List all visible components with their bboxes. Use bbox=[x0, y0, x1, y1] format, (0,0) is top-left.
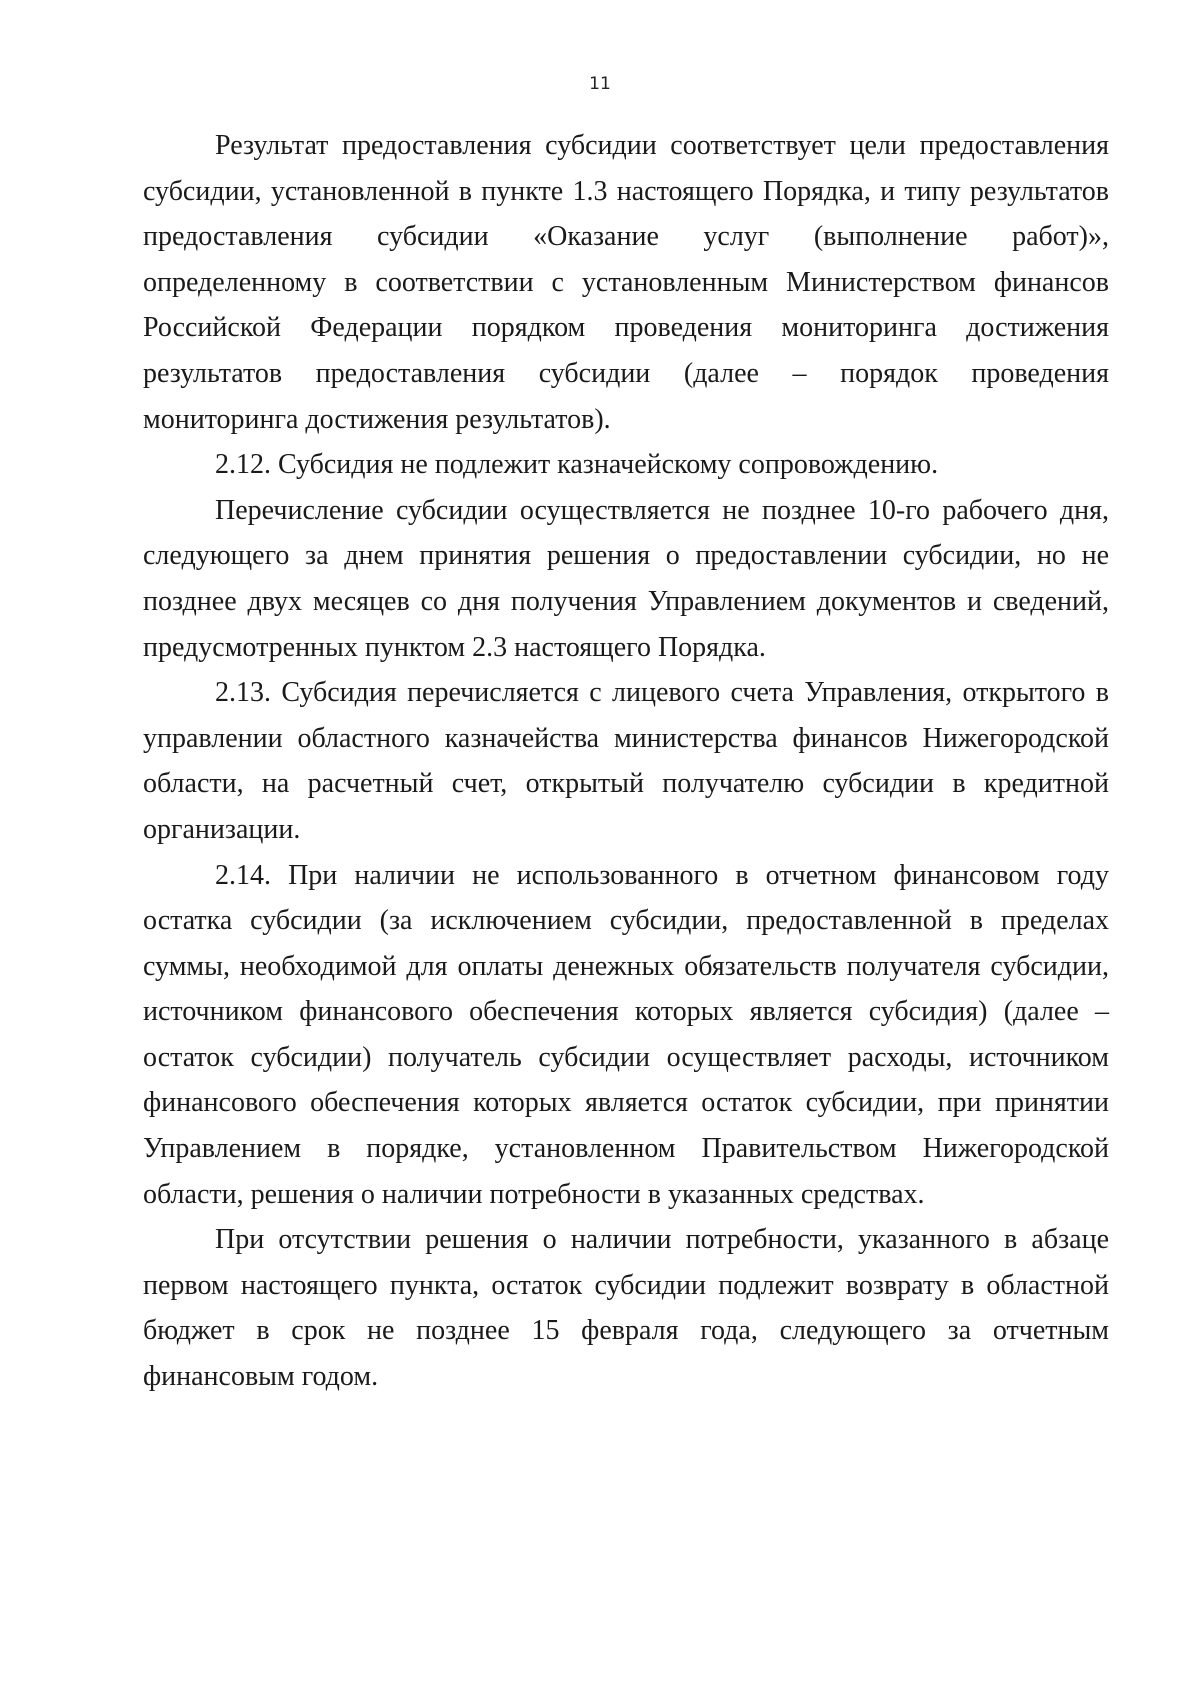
paragraph-transfer-terms: Перечисление субсидии осуществляется не позднее 10-го рабочего дня, следующего за днем принятия решения о предоставлении субсидии, но не позднее двух месяцев со дня получения Управлением документов и сведений, предусмотренных пунктом 2.3 настоящего Порядка. bbox=[143, 494, 1109, 663]
paragraph-2-12: 2.12. Субсидия не подлежит казначейскому сопровождению. bbox=[215, 449, 939, 481]
paragraph-2-14: 2.14. При наличии не использованного в отчетном финансовом году остатка субсидии (за исключением субсидии, предоставленной в пределах суммы, необходимой для оплаты денежных обязательств получателя субсидии, источником финансового обеспечения которых является субсидия) (далее – остаток субсидии) получатель субсидии осуществляет расходы, источником финансового обеспечения которых является остаток субсидии, при принятии Управлением в порядке, установленном Правительством Нижегородской области, решения о наличии потребности в указанных средствах. bbox=[143, 859, 1109, 1210]
paragraph-return-remainder: При отсутствии решения о наличии потребности, указанного в абзаце первом настоящего пункта, остаток субсидии подлежит возврату в областной бюджет в срок не позднее 15 февраля года, следующего за отчетным финансовым годом. bbox=[143, 1224, 1109, 1393]
paragraph-2-13: 2.13. Субсидия перечисляется с лицевого счета Управления, открытого в управлении областного казначейства министерства финансов Нижегородской области, на расчетный счет, открытый получателю субсидии в кредитной организации. bbox=[143, 677, 1109, 845]
paragraph-subsidy-result: Результат предоставления субсидии соответствует цели предоставления субсидии, установленной в пункте 1.3 настоящего Порядка, и типу результатов предоставления субсидии «Оказание услуг (выполнение работ)», определенному в соответствии с установленным Министерством финансов Российской Федерации порядком проведения мониторинга достижения результатов предоставления субсидии (далее – порядок проведения мониторинга достижения результатов). bbox=[143, 130, 1109, 435]
document-body bbox=[143, 123, 1109, 1400]
page-number: 11 bbox=[589, 74, 611, 94]
